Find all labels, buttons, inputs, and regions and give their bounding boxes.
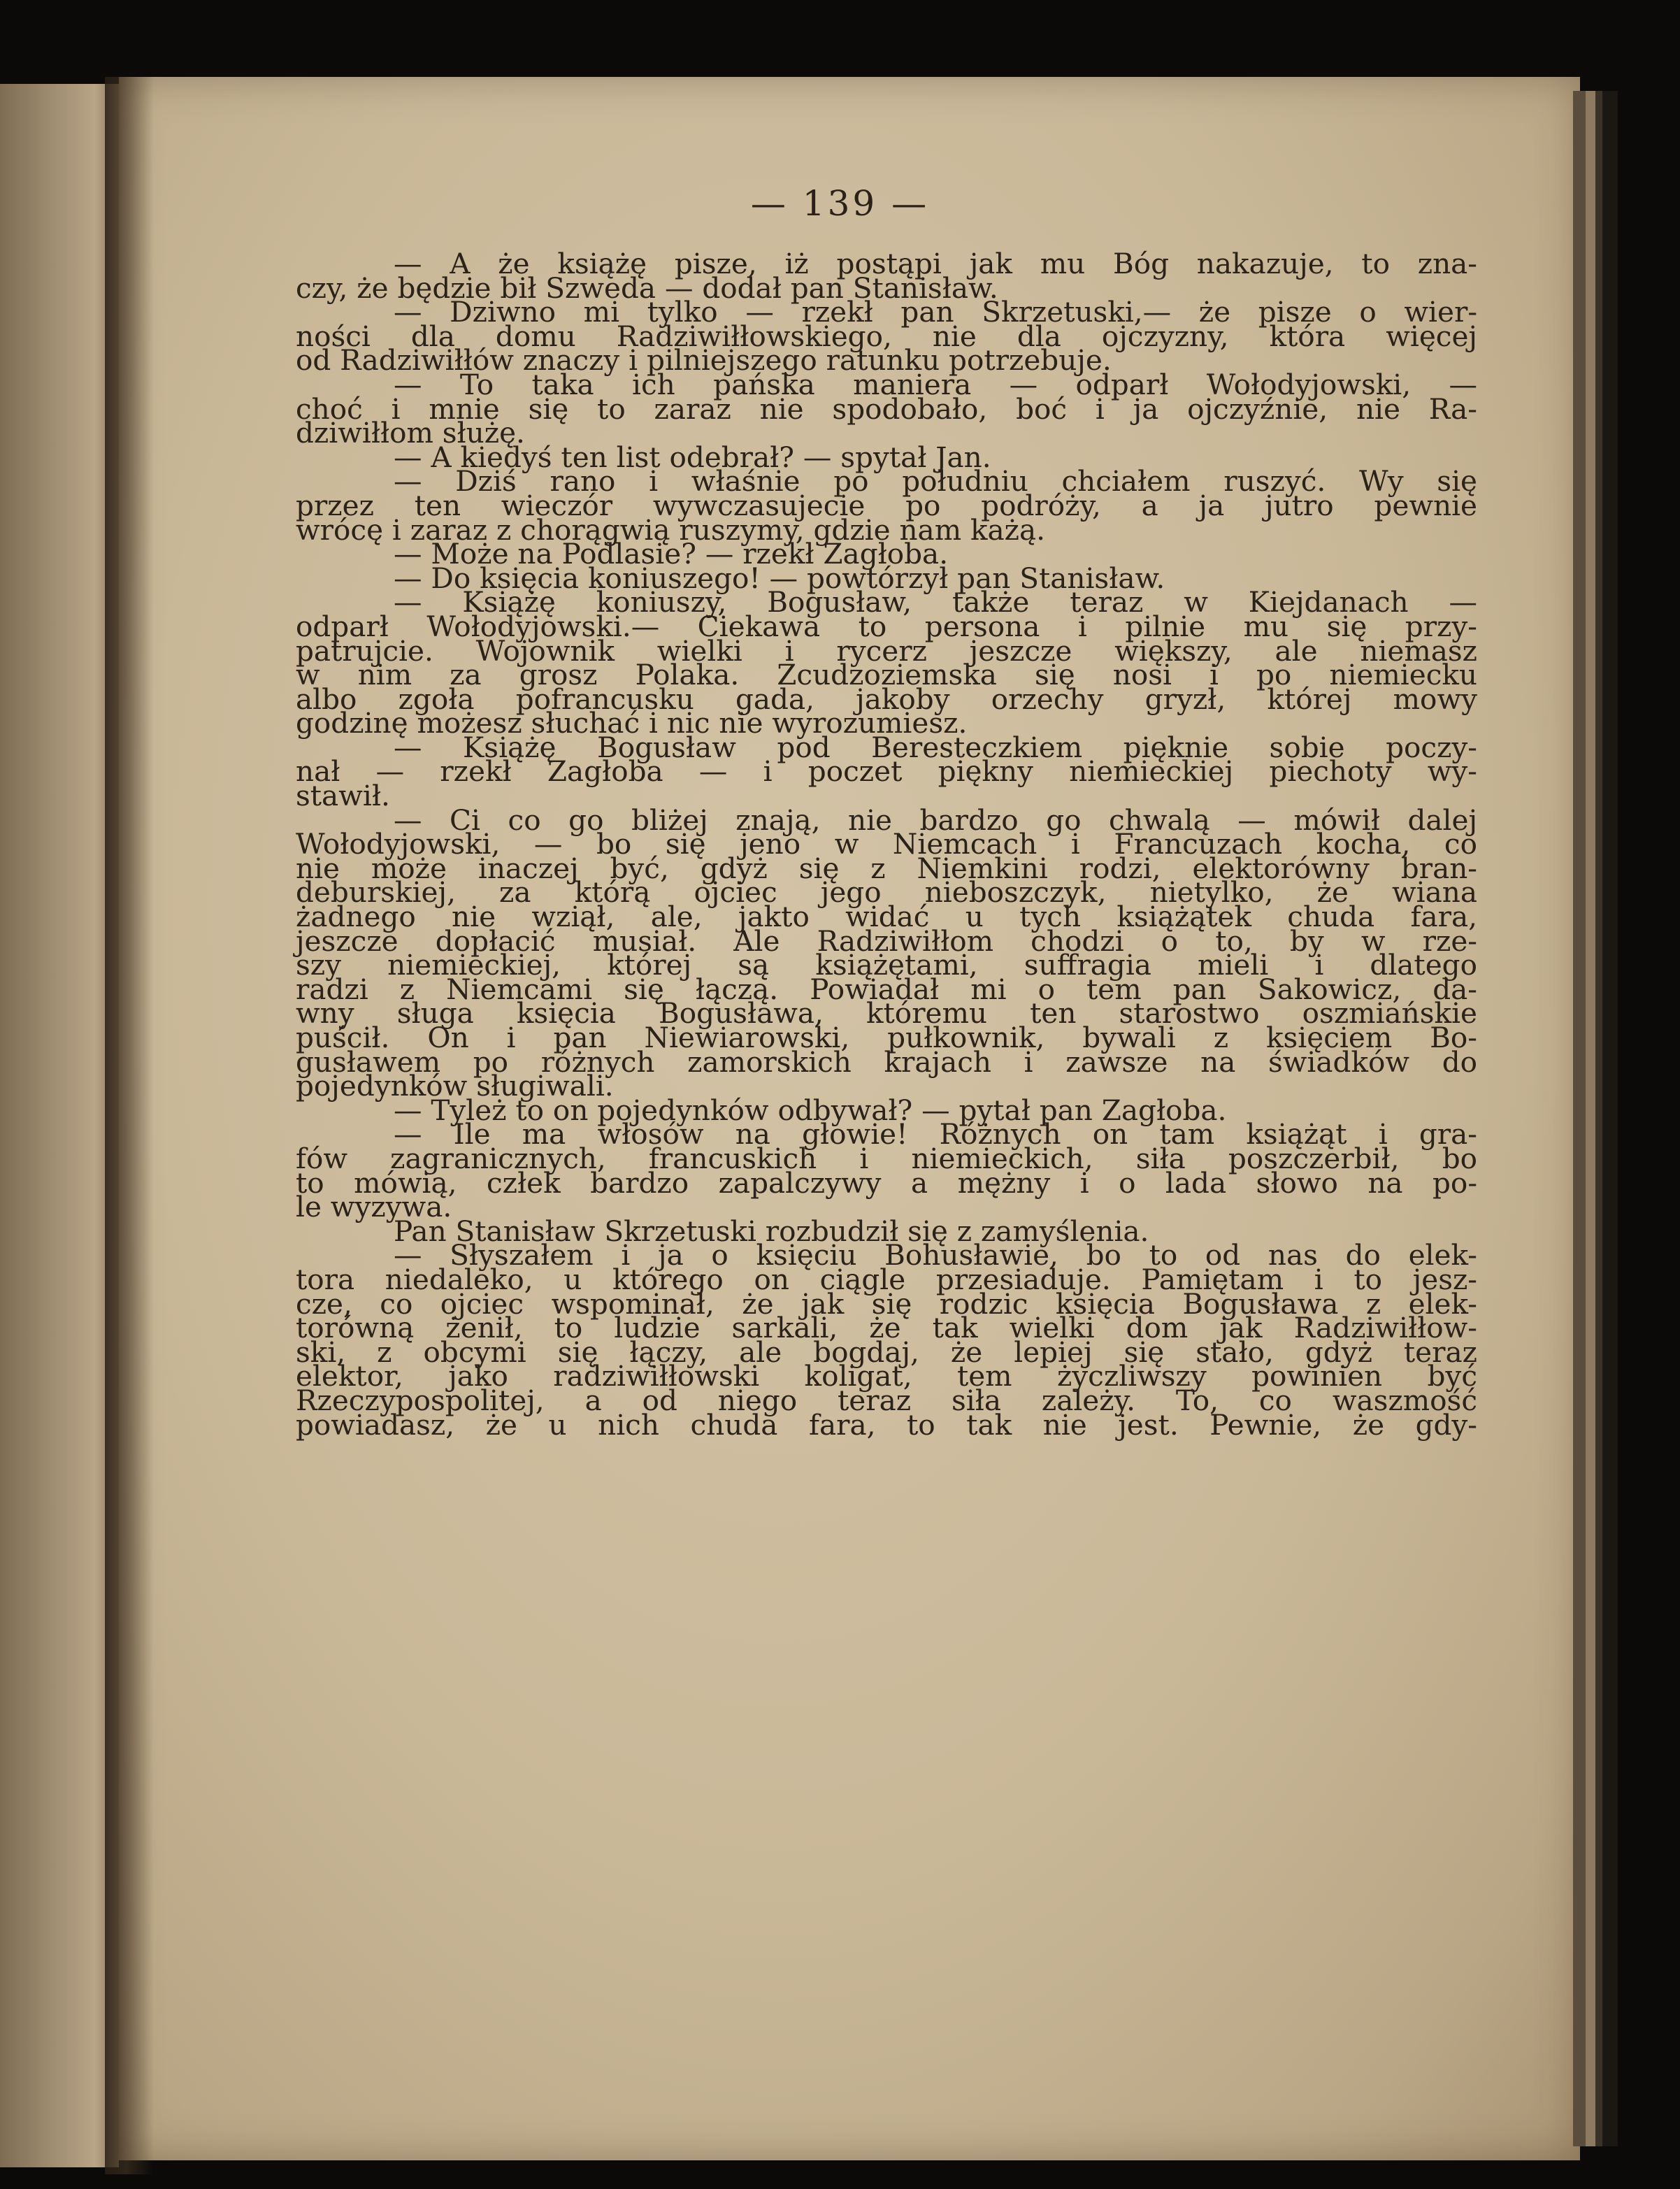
text-line: nie może inaczej być, gdyż się z Niemkini rodzi, elektorówny bran- — [296, 851, 1477, 885]
text-line: — Może na Podlasie? — rzekł Zagłoba. — [394, 537, 949, 571]
text-line: w nim za grosz Polaka. Zcudzoziemska się nosi i po niemiecku — [296, 658, 1477, 692]
text-line: — Słyszałem i ja o księciu Bohusławie, bo to od nas do elek- — [394, 1238, 1477, 1272]
text-line: — Książę Bogusław pod Beresteczkiem pięknie sobie poczy- — [394, 730, 1477, 764]
text-line: odparł Wołodyjowski.— Ciekawa to persona i pilnie mu się przy- — [296, 609, 1477, 643]
text-line: fów zagranicznych, francuskich i niemieckich, siła poszczerbił, bo — [296, 1141, 1477, 1175]
text-line: szy niemieckiej, której są książętami, suffragia mieli i dlatego — [296, 948, 1477, 982]
text-line: Rzeczypospolitej, a od niego teraz siła zależy. To, co waszmość — [296, 1383, 1477, 1417]
text-line: jeszcze dopłacić musiał. Ale Radziwiłłom chodzi o to, by w rze- — [296, 924, 1477, 958]
text-line: wny sługa księcia Bogusława, któremu ten starostwo oszmiańskie — [296, 996, 1477, 1031]
text-line: czy, że będzie bił Szweda — dodał pan Stanisław. — [296, 271, 998, 305]
text-line: torówną żenił, to ludzie sarkali, że tak wielki dom jak Radziwiłłow- — [296, 1311, 1477, 1345]
text-line: choć i mnie się to zaraz nie spodobało, boć i ja ojczyźnie, nie Ra- — [296, 392, 1477, 426]
text-line: to mówią, człek bardzo zapalczywy a mężny i o lada słowo na po- — [296, 1165, 1477, 1200]
text-line: ski, z obcymi się łączy, ale bogdaj, że lepiej się stało, gdyż teraz — [296, 1335, 1477, 1369]
text-line: Pan Stanisław Skrzetuski rozbudził się z zamyślenia. — [394, 1214, 1149, 1248]
text-line: od Radziwiłłów znaczy i pilniejszego ratunku potrzebuje. — [296, 343, 1112, 378]
text-line: tora niedaleko, u którego on ciągle przesiaduje. Pamiętam i to jesz- — [296, 1262, 1477, 1296]
text-line: albo zgoła pofrancusku gada, jakoby orzechy gryzł, której mowy — [296, 682, 1477, 716]
text-line: dziwiłłom służę. — [296, 416, 525, 450]
text-line: wrócę i zaraz z chorągwią ruszymy, gdzie nam każą. — [296, 512, 1046, 547]
text-line: godzinę możesz słuchać i nic nie wyrozumiesz. — [296, 706, 968, 740]
text-line: nał — rzekł Zagłoba — i poczet piękny niemieckiej piechoty wy- — [296, 754, 1477, 789]
text-line: — Dziwno mi tylko — rzekł pan Skrzetuski,— że pisze o wier- — [394, 295, 1477, 329]
page-stack-edge — [1586, 91, 1595, 2146]
text-line: — To taka ich pańska maniera — odparł Wołodyjowski, — — [394, 367, 1477, 401]
text-line: stawił. — [296, 779, 390, 813]
text-line: cze, co ojciec wspominał, że jak się rodzic księcia Bogusława z elek- — [296, 1286, 1477, 1321]
text-line: powiadasz, że u nich chuda fara, to tak nie jest. Pewnie, że gdy- — [296, 1407, 1477, 1442]
text-line: patrujcie. Wojownik wielki i rycerz jeszcze większy, ale niemasz — [296, 633, 1477, 668]
text-line: żadnego nie wziął, ale, jakto widać u tych książątek chuda fara, — [296, 900, 1477, 934]
text-line: — Dziś rano i właśnie po południu chciałem ruszyć. Wy się — [394, 464, 1477, 498]
body-text — [296, 247, 1477, 1442]
text-line: radzi z Niemcami się łączą. Powiadał mi o tem pan Sakowicz, da- — [296, 972, 1477, 1006]
text-line: pojedynków sługiwali. — [296, 1069, 614, 1103]
text-line: Wołodyjowski, — bo się jeno w Niemcach i Francuzach kocha, co — [296, 827, 1477, 861]
text-line: elektor, jako radziwiłłowski koligat, tem życzliwszy powinien być — [296, 1359, 1477, 1393]
text-line: — A że książę pisze, iż postąpi jak mu Bóg nakazuje, to zna- — [394, 247, 1477, 280]
text-line: — Do księcia koniuszego! — powtórzył pan Stanisław. — [394, 561, 1165, 595]
page-number: — 139 — — [750, 183, 930, 224]
page-stack-edge — [1573, 91, 1586, 2146]
text-line: — Ile ma włosów na głowie! Różnych on tam książąt i gra- — [394, 1117, 1477, 1151]
book-cover-edge — [1602, 91, 1618, 2146]
text-line: — Ci co go bliżej znają, nie bardzo go chwalą — mówił dalej — [394, 803, 1477, 837]
text-line: przez ten wieczór wywczasujecie po podróży, a ja jutro pewnie — [296, 488, 1477, 522]
text-line: — A kiedyś ten list odebrał? — spytał Jan. — [394, 440, 991, 474]
text-line: — Tyleż to on pojedynków odbywał? — pytał pan Zagłoba. — [394, 1093, 1227, 1127]
previous-page-edge — [0, 84, 119, 2167]
text-line: puścił. On i pan Niewiarowski, pułkownik, bywali z księciem Bo- — [296, 1021, 1477, 1054]
binding-gutter-shadow — [105, 77, 154, 2174]
text-line: le wyzywa. — [296, 1190, 452, 1224]
text-line: gusławem po różnych zamorskich krajach i zawsze na świadków do — [296, 1045, 1477, 1079]
text-line: ności dla domu Radziwiłłowskiego, nie dla ojczyzny, która więcej — [296, 319, 1477, 353]
text-line: deburskiej, za którą ojciec jego nieboszczyk, nietylko, że wiana — [296, 875, 1477, 910]
page-stack-edge — [1595, 91, 1602, 2146]
text-line: — Książę koniuszy, Bogusław, także teraz w Kiejdanach — — [394, 585, 1477, 619]
